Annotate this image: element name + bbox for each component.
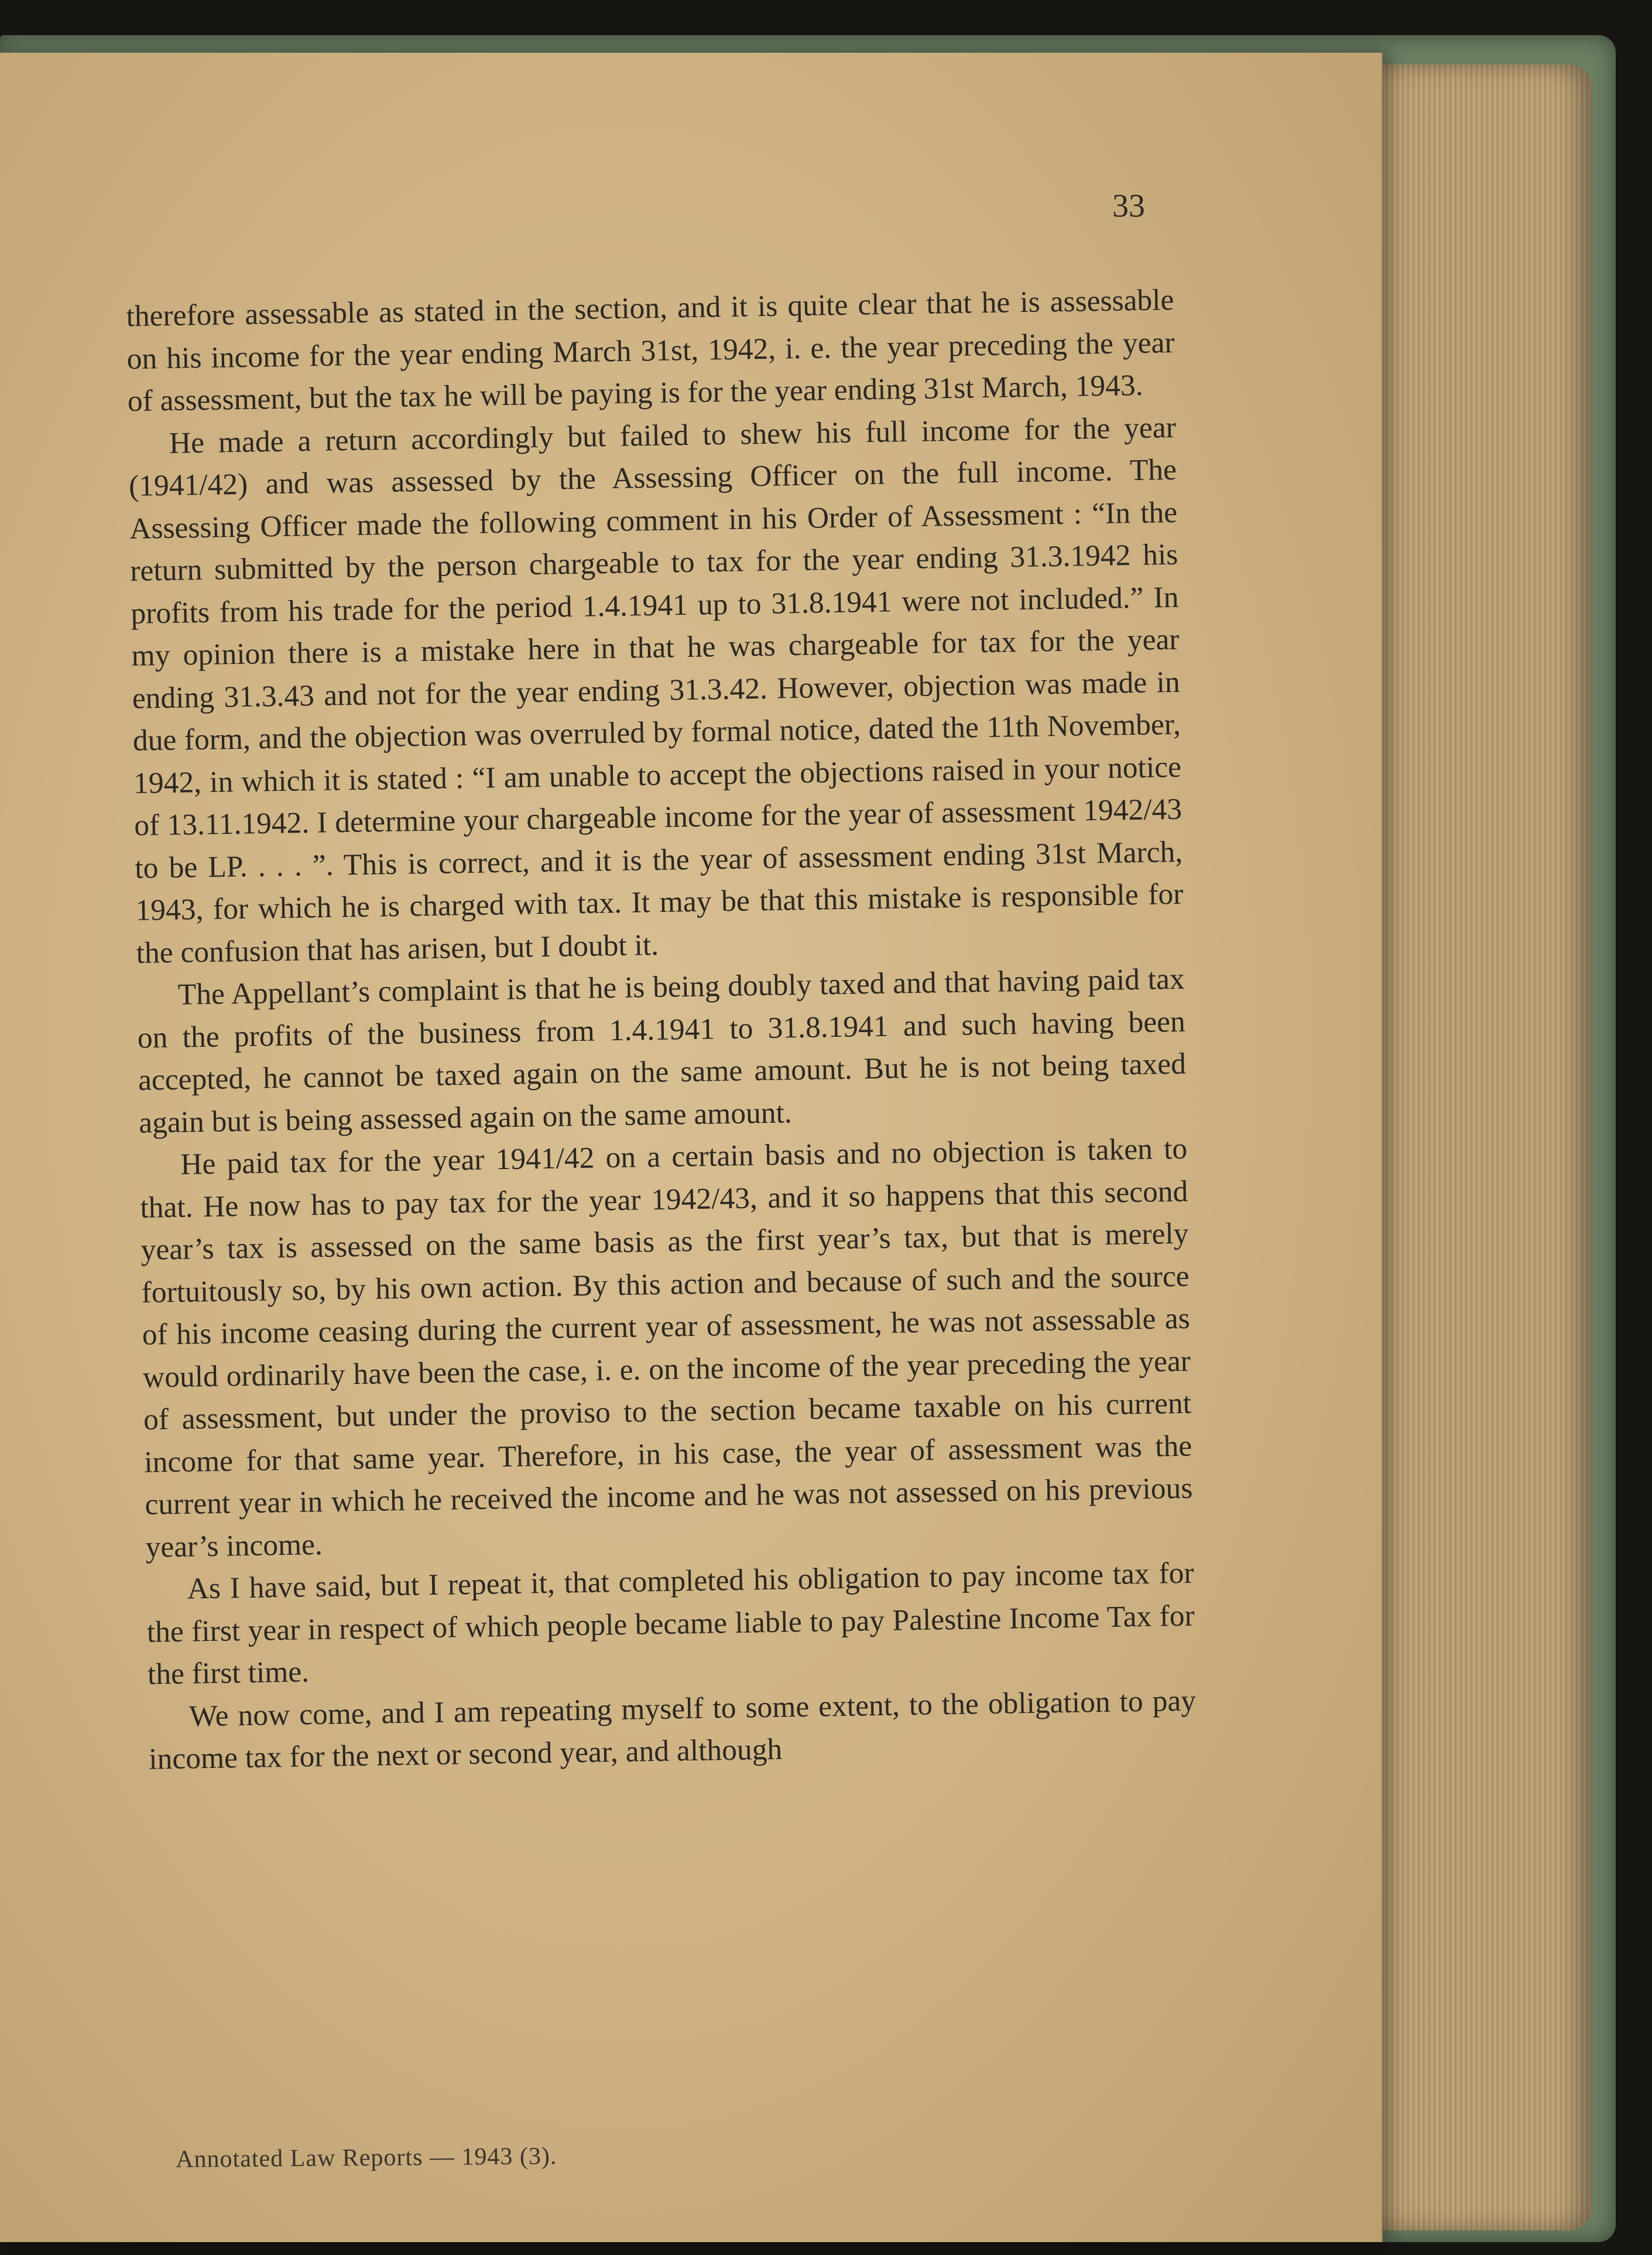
book-page	[0, 53, 1383, 2242]
paragraph-1: therefore assessable as stated in the section, and it is quite clear that he is assessable on his income for the year ending March 31st, 1942, i. e. the year preceding the year of assessment, but the tax he will be paying is for the year ending 31st March, 1943.	[126, 283, 1175, 418]
paragraph-5: As I have said, but I repeat it, that completed his obligation to pay income tax for the first year in respect of which people became liable to pay Palestine Income Tax for the first time.	[146, 1556, 1195, 1691]
page-number: 33	[1112, 188, 1145, 224]
page-edges	[1346, 64, 1592, 2230]
body-text	[126, 279, 1197, 1781]
running-footer: Annotated Law Reports — 1943 (3).	[176, 2143, 557, 2173]
paragraph-3: The Appellant’s complaint is that he is being doubly taxed and that having paid tax on the profits of the business from 1.4.1941 to 31.8.1941 and such having been accepted, he cannot be taxed again on the same amount. But he is not being taxed again but is being assessed again on the same amount.	[137, 962, 1187, 1140]
paragraph-4: He paid tax for the year 1941/42 on a certain basis and no objection is taken to that. He now has to pay tax for the year 1942/43, and it so happens that this second year’s tax is assessed on the same basis as the first year’s tax, but that is merely fortuitously so, by his own action. By this action and because of such and the source of his income ceasing during the current year of assessment, he was not assessable as would ordinarily have been the case, i. e. on the income of the year preceding the year of assessment, but under the proviso to the section became taxable on his current income for that same year. Therefore, in his case, the year of assessment was the current year in which he received the income and he was not assessed on his previous year’s income.	[140, 1132, 1193, 1564]
paragraph-6: We now come, and I am repeating myself to some extent, to the obligation to pay income tax for the next or second year, and although	[148, 1684, 1197, 1776]
paragraph-2: He made a return accordingly but failed to shew his full income for the year (1941/42) and was assessed by the Assessing Officer on the full income. The Assessing Officer made the following comment in his Order of Assessment : “In the return submitted by the person chargeable to tax for the year ending 31.3.1942 his profits from his trade for the period 1.4.1941 up to 31.8.1941 were not included.” In my opinion there is a mistake here in that he was chargeable for tax for the year ending 31.3.43 and not for the year ending 31.3.42. However, objection was made in due form, and the objection was overruled by formal notice, dated the 11th November, 1942, in which it is stated : “I am unable to accept the objections raised in your notice of 13.11.1942. I determine your chargeable income for the year of assessment 1942/43 to be LP. . . . ”. This is correct, and it is the year of assessment ending 31st March, 1943, for which he is charged with tax. It may be that this mistake is responsible for the confusion that has arisen, but I doubt it.	[128, 410, 1184, 970]
